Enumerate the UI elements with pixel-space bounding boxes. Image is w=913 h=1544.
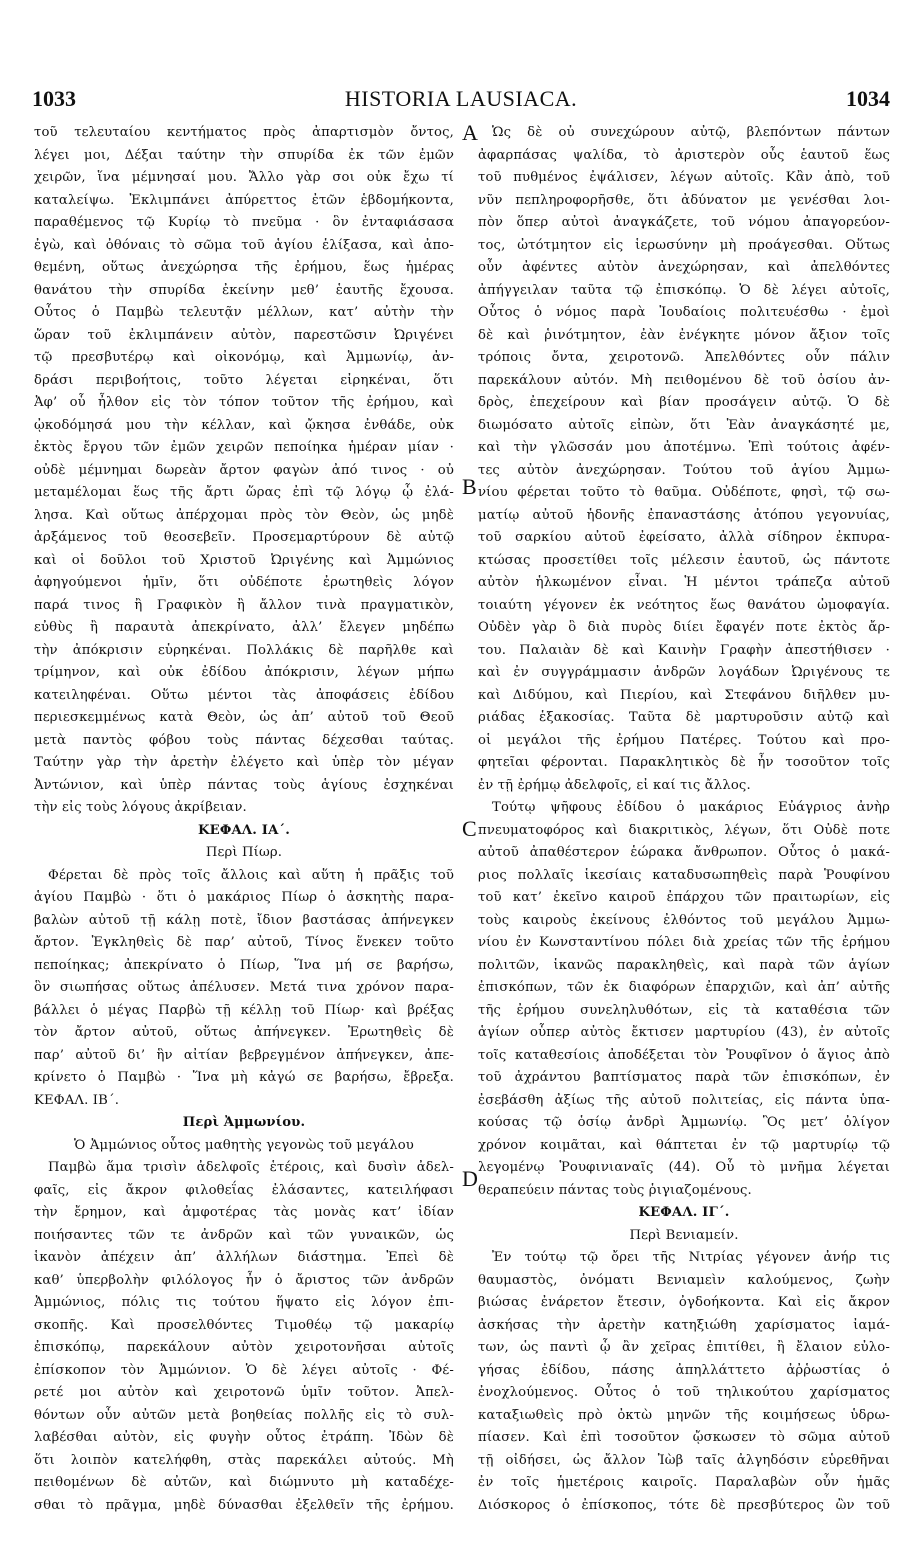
text-line: ἐπισκόπῳ, παρεκάλουν αὐτὸν χειροτονῆσαι αὐτοῖς (34, 1340, 454, 1355)
text-line: τοιαύτη γέγονεν ἐκ νεότητος ἕως θανάτου ὠμοφαγία. (478, 597, 890, 613)
text-line: κούσας τῷ ὁσίῳ ἀνδρὶ Ἀμμωνίῳ. Ὃς μετ’ ὀλίγον (478, 1115, 890, 1130)
text-line: μεταμέλομαι ἕως τῆς ἄρτι ὥρας ἐπὶ τῷ λόγῳ ᾧ ἐλά- (34, 485, 454, 500)
text-line: θανάτου τὴν σπυρίδα ἐκείνην μεθ’ ἑαυτῆς ἔχουσα. (34, 282, 454, 298)
text-line: πνευματοφόρος καὶ διακριτικὸς, λέγων, ὅτι Οὐδὲ ποτε (478, 822, 890, 838)
text-line: ρετέ μοι αὐτὸν καὶ χειροτονῶ ὑμῖν τοῦτον. Ἀπελ- (34, 1385, 454, 1400)
text-line: πίασεν. Καὶ ἐπὶ τοσοῦτον ᾤσκωσεν τὸ σῶμα αὐτοῦ (478, 1430, 890, 1445)
text-line: ἀφαρπάσας ψαλίδα, τὸ ἀριστερὸν οὖς ἑαυτοῦ ἕως (478, 147, 890, 163)
text-line: ἐσεβάσθη ἀξίως τῆς αὐτοῦ πολιτείας, εἰς πάντα ὑπα- (478, 1092, 890, 1108)
text-line: τὸν ἄρτον αὐτοῦ, οὕτως ἀπήνεγκεν. Ἐρωτηθεὶς δὲ (34, 1025, 454, 1040)
text-line: τοῦ τελευταίου κεντήματος πρὸς ἀπαρτισμὸν ὄντος, (34, 125, 454, 140)
text-line: πειθομένων δὲ αὐτῶν, καὶ διώμνυτο μὴ καταδέχε- (34, 1475, 454, 1490)
text-line: ἐν τοῖς ἡμετέροις καιροῖς. Παραλαβὼν οὖν ἡμᾶς (478, 1475, 890, 1490)
text-line: ριάδας ἑξακοσίας. Ταῦτα δὲ μαρτυροῦσιν αὐτῷ καὶ (478, 710, 890, 725)
text-line: οὖν ἀφέντες αὐτὸν ἀνεχώρησαν, καὶ ἀπελθόντες (478, 260, 890, 275)
text-line: τῇ οἰδήσει, ὡς ἄλλον Ἰὼβ ταῖς ἀλγηδόσιν εὑρεθῆναι (478, 1452, 890, 1468)
text-line: του. Παλαιὰν δὲ καὶ Καινὴν Γραφὴν ἀπεστήθισεν · (478, 642, 890, 658)
text-line: καὶ οἱ δοῦλοι τοῦ Χριστοῦ Ὠριγένης καὶ Ἀμμώνιος (34, 552, 454, 568)
text-line: τὴν ἀπόκρισιν εὑρηκέναι. Πολλάκις δὲ παρῆλθε καὶ (34, 642, 454, 658)
text-line: φαῖς, εἰς ἄκρον φιλοθεΐας ἐλάσαντες, κατειλήφασι (34, 1182, 454, 1198)
text-line: Φέρεται δὲ πρὸς τοῖς ἄλλοις καὶ αὕτη ἡ πρᾶξις τοῦ (48, 867, 454, 883)
text-line: νῦν πεπληροφορῆσθε, ὅτι ἀδύνατον με γενέσθαι λοι- (478, 192, 890, 208)
text-line: λεγομένῳ Ῥουφινιαναῖς (44). Οὗ τὸ μνῆμα λέγεται (478, 1160, 890, 1175)
text-line: τρίμηνον, καὶ οὐκ ἐδίδου ἀπόκρισιν, λέγων μήπω (34, 665, 454, 680)
text-line: αὐτοῦ ἀπαθέστερον ἑώρακα ἄνθρωπον. Οὗτος ὁ μακά- (478, 845, 890, 860)
margin-marker-d: D (462, 1166, 478, 1191)
text-line: χρόνον κοιμᾶται, καὶ θάπτεται ἐν τῷ μαρτυρίῳ τῷ (478, 1137, 890, 1153)
text-line: ἱκανὸν ἀπέχειν ἀπ’ ἀλλήλων διάστημα. Ἐπεὶ δὲ (34, 1250, 454, 1265)
text-line: ποιήσαντες τῶν τε ἀνδρῶν καὶ τῶν γυναικῶν, ὡς (34, 1227, 454, 1243)
text-line: τῷ πρεσβυτέρῳ καὶ οἰκονόμῳ, καὶ Ἀμμωνίῳ, ἀν- (34, 350, 454, 365)
text-line: καθ’ ὑπερβολὴν φιλόλογος ἦν ὁ ἄριστος τῶν ἀνδρῶν (34, 1272, 454, 1288)
text-line: βιώσας ἐνάρετον ἔτεσιν, ὀγδοήκοντα. Καὶ εἰς ἄκρον (478, 1295, 890, 1310)
text-line: βάλλει ὁ μέγας Παρβὼ τῇ κέλλῃ τοῦ Πίωρ· καὶ βρέξας (34, 1002, 454, 1018)
chapter-heading: ΚΕΦΑΛ. ΙΑ΄. (198, 822, 290, 838)
text-line: ἐπισκόπων, τῶν ἐκ διαφόρων ἐπαρχιῶν, καὶ ἀπ’ αὐτῆς (478, 980, 890, 995)
text-line: ᾠκοδόμησά μου τὴν κέλλαν, καὶ ᾤκησα ἐνθάδε, οὐκ (34, 417, 454, 433)
text-line: θόντων οὖν αὐτῶν μετὰ βοηθείας πολλῆς εἰς τὸ συλ- (34, 1407, 454, 1423)
text-line: τοῦ σαρκίου αὐτοῦ ἐφείσατο, ἀλλὰ σίδηρον ἐκπυρα- (478, 530, 890, 545)
text-line: ἁγίων οὗπερ αὐτὸς ἔκτισεν μαρτυρίου (43), ἐν αὐτοῖς (478, 1025, 890, 1040)
text-line: Οὗτος ὁ νόμος παρὰ Ἰουδαίοις πολιτευέσθω · ἐμοὶ (478, 305, 890, 320)
text-line: Οὐδὲν γὰρ ὃ διὰ πυρὸς διίει ἔφαγέν ποτε ἐκτὸς ἄρ- (478, 620, 890, 635)
margin-marker-b: B (462, 474, 477, 499)
text-line: θεραπεύειν πάντας τοὺς ῥιγιαζομένους. (478, 1182, 752, 1198)
text-line: κτώσας προσετίθει τοῖς μέλεσιν ἑαυτοῦ, ὡς πάντοτε (478, 552, 890, 568)
text-line: νίου φέρεται τοῦτο τὸ θαῦμα. Οὐδέποτε, φησὶ, τῷ σω- (478, 485, 890, 500)
page-header (32, 86, 890, 116)
text-line: ἀφηγούμενοι ἡμῖν, ὅτι οὐδέποτε ἐρωτηθεὶς λόγον (34, 575, 454, 590)
text-line: χειρῶν, ἵνα μέμνησαί μου. Ἄλλο γὰρ σοι οὐκ ἔχω τί (34, 170, 454, 185)
page-number-left: 1033 (32, 86, 76, 111)
text-line: δὲ καὶ ῥινότμητον, ἐὰν ἐνέγκητε μόνον ἄξιον τοῖς (478, 327, 890, 343)
chapter-subtitle: Ὁ Ἀμμώνιος οὗτος μαθητὴς γεγονὼς τοῦ μεγάλου (74, 1137, 414, 1153)
text-line: οὐδὲ μέμνημαι δωρεὰν ἄρτον φαγὼν ἀπό τινος · οὐ (34, 462, 454, 478)
text-line: ἀσκήσας τὴν ἀρετὴν κατηξιώθη χαρίσματος ἰαμά- (478, 1317, 890, 1333)
text-line: γήσας ἐδίδου, πάσης ἀπηλλάττετο ἀῤῥωστίας ὁ (478, 1362, 890, 1378)
text-line: τῆς ἐρήμου συνεληλυθότων, εἰς τὰ καταθέσια τῶν (478, 1002, 890, 1018)
chapter-subtitle: Περὶ Βενιαμείν. (629, 1227, 739, 1243)
text-line: λέγει μοι, Δέξαι ταύτην τὴν σπυρίδα ἐκ τῶν ἐμῶν (34, 147, 454, 163)
text-line: κρίνετο ὁ Παμβὼ · Ἵνα μὴ κἀγώ σε βαρήσω, ἔβρεξα. (34, 1070, 454, 1085)
text-line: τρόποις ὄντα, χειροτονῶ. Ἀπελθόντες οὖν πάλιν (478, 350, 890, 365)
text-line: τὴν ἔρημον, καὶ ἀμφοτέρας τὰς μονὰς κατ’ ἰδίαν (34, 1205, 454, 1220)
text-line: Τούτῳ ψῆφους ἐδίδου ὁ μακάριος Εὐάγριος ἀνὴρ (492, 800, 890, 815)
text-line: καὶ ἐν συγγράμμασιν ἀνδρῶν λογάδων Ὠριγένους τε (478, 665, 890, 680)
text-line: τοῦ ἀχράντου βαπτίσματος παρὰ τῶν ἐπισκόπων, ἐν (478, 1070, 890, 1085)
text-line: βαλὼν αὐτοῦ τῇ κάλῃ ποτὲ, ἴδιον βαστάσας ἀπήνεγκεν (34, 912, 454, 928)
text-line: Ἀντώνιον, καὶ ὑπὲρ πάντας τοὺς ἁγίους ἐσχηκέναι (34, 777, 454, 793)
text-line: σκοπῆς. Καὶ προσελθόντες Τιμοθέῳ τῷ μακαρίῳ (34, 1317, 454, 1333)
text-line: μετὰ παντὸς φόβου τοὺς πάντας δέχεσθαι ταύτας. (34, 732, 454, 748)
text-line: ὃν σιωπήσας οὕτως ἀπέλυσεν. Μετά τινα χρόνον παρα- (34, 980, 454, 995)
text-line: ὅτι λοιπὸν κατελήφθη, στὰς παρεκάλει αὐτούς. Μὴ (34, 1452, 454, 1468)
text-line: παρ’ αὐτοῦ δι’ ἣν αἰτίαν βεβρεγμένον ἀπήνεγκεν, ἀπε- (34, 1047, 454, 1063)
text-line: καὶ τὴν γλῶσσάν μου ἀποτέμνω. Ἐπὶ τούτοις ἀφέν- (478, 440, 890, 455)
text-line: λαβέσθαι αὐτὸν, εἰς φυγὴν οὗτος ἐτράπη. Ἰδὼν δὲ (34, 1430, 454, 1445)
text-line: Ἀμμώνιος, πόλις τις τούτου ἥψατο εἰς λόγον ἐπι- (34, 1295, 454, 1310)
text-line: τὴν εἰς τοὺς λόγους ἀκρίβειαν. (34, 800, 247, 815)
text-line: εὐθὺς ἢ παραυτὰ ἀπεκρίνατο, ἀλλ’ ἔλεγεν μηδέπω (34, 620, 454, 635)
page-number-right: 1034 (846, 86, 890, 111)
text-line: περιεσκεμμένως κατὰ Θεὸν, ὡς ἀπ’ αὐτοῦ τοῦ Θεοῦ (34, 710, 454, 725)
text-line: Διόσκορος ὁ ἐπίσκοπος, τότε δὲ πρεσβύτερος ὢν τοῦ (478, 1497, 890, 1513)
text-line: θαυμαστὸς, ὀνόματι Βενιαμεὶν καλούμενος, ζωὴν (478, 1272, 890, 1288)
left-text-column (34, 122, 454, 1517)
text-line: πεποίηκας; ἀπεκρίνατο ὁ Πίωρ, Ἵνα μή σε βαρήσω, (34, 957, 454, 973)
text-line: παραθέμενος τῷ Κυρίῳ τὸ πνεῦμα · ὃν ἐνταφιάσασα (34, 215, 454, 230)
text-line: ματίῳ αὐτοῦ ἡδονῆς ἐπαναστάσης ἀτόπου γεγονυίας, (478, 507, 890, 523)
text-line: δράσι περιβοήτοις, τοῦτο λέγεται εἰρηκέναι, ὅτι (34, 372, 454, 388)
text-line: Ταύτην γὰρ τὴν ἀρετὴν ἐλέγετο καὶ ὑπὲρ τὸν μέγαν (34, 755, 454, 770)
text-line: ἐκτὸς ἔργου τῶν ἐμῶν χειρῶν πεποίηκα ἡμέραν μίαν · (34, 440, 454, 455)
text-line: τες αὐτὸν ἀνεχώρησαν. Τούτου τοῦ ἁγίου Ἀμμω- (478, 462, 890, 478)
chapter-subtitle: Περὶ Πίωρ. (205, 845, 283, 860)
text-line: ἀπήγγειλαν ταῦτα τῷ ἐπισκόπῳ. Ὁ δὲ λέγει αὐτοῖς, (478, 282, 890, 298)
text-line: πὸν ὅπερ αὐτοὶ ἀναγκάζετε, τοῦ νόμου ἀπαγορεύον- (478, 215, 890, 230)
text-line: ἀρξάμενος τοῦ θεοσεβεῖν. Προσεμαρτύρουν δὲ αὐτῷ (34, 530, 454, 545)
text-line: τοῦ κατ’ ἐκεῖνο καιροῦ ἐπάρχου τῶν πραιτωρίων, εἰς (478, 890, 890, 905)
text-line: πολιτῶν, ἱκανῶς παρακληθεὶς, καὶ παρὰ τῶν ἁγίων (478, 957, 890, 973)
text-line: φητεῖαι φέρονται. Παρακλητικὸς δὲ ἦν τοσοῦτον τοῖς (478, 755, 890, 770)
text-line: τος, ὠτότμητον εἰς ἱερωσύνην μὴ προάγεσθαι. Οὕτως (478, 237, 890, 253)
text-line: ἐπίσκοπον τὸν Ἀμμώνιον. Ὁ δὲ λέγει αὐτοῖς · Φέ- (34, 1362, 454, 1378)
text-line: τοῦ πυθμένος ἐψάλισεν, λέγων αὐτοῖς. Κἂν ἀπὸ, τοῦ (478, 170, 890, 185)
text-line: κατειληφέναι. Οὕτω μέντοι τὰς ἀποφάσεις ἐδίδου (34, 687, 454, 703)
text-line: λησα. Καὶ οὕτως ἀπέρχομαι πρὸς τὸν Θεὸν, ὡς μηδὲ (34, 507, 454, 523)
text-line: Οὗτος ὁ Παμβὼ τελευτᾷν μέλλων, κατ’ αὐτὴν τὴν (34, 305, 454, 320)
text-line: θεμένη, οὕτως ἀνεχώρησα τῆς ἐρήμου, ἕως ἡμέρας (34, 260, 454, 275)
text-line: διωμόσατο αὐτοῖς εἰπὼν, ὅτι Ἐὰν ἀναγκάσητέ με, (478, 417, 890, 433)
right-text-column (478, 122, 890, 1517)
text-line: παρά τινος ἢ Γραφικὸν ἢ ἄλλον τινὰ πραγματικὸν, (34, 597, 454, 613)
text-line: Ἐν τούτῳ τῷ ὄρει τῆς Νιτρίας γέγονεν ἀνήρ τις (492, 1250, 890, 1265)
text-line: των, ὡς παντὶ ᾧ ἂν χεῖρας ἐπιτίθει, ἢ ἔλαιον εὐλο- (478, 1340, 890, 1355)
text-line: τοὺς καιροὺς ἐκείνους ἐλθόντος τοῦ μεγάλου Ἀμμω- (478, 912, 890, 928)
text-line: ριος πολλαῖς ἱκεσίαις καταδυσωπηθεὶς παρὰ Ῥουφίνου (478, 867, 890, 883)
text-line: ἐν τῇ ἐρήμῳ ἀδελφοῖς, εἰ καί τις ἄλλος. (478, 777, 751, 793)
text-line: σθαι τὸ πρᾶγμα, μηδὲ δύνασθαι ἐξελθεῖν τῆς ἐρήμου. (34, 1497, 454, 1513)
text-line: αὐτὸν ἡλκωμένον εἶναι. Ἡ μέντοι τράπεζα αὐτοῦ (478, 575, 890, 590)
text-line: ἁγίου Παμβὼ · ὅτι ὁ μακάριος Πίωρ ὁ ἀσκητὴς παρα- (34, 890, 454, 905)
text-line: δρὸς, ἐπεχείρουν καὶ βίαν προσάγειν αὐτῷ. Ὁ δὲ (478, 395, 890, 410)
chapter-heading: Περὶ Ἀμμωνίου. (182, 1115, 306, 1130)
text-line: τοῖς καταθεσίοις ἀποδέξεται τὸν Ῥουφῖνον ὁ ἅγιος ἀπὸ (478, 1047, 890, 1063)
text-line: καταξιωθεὶς πρὸ ὀκτὼ μηνῶν τῆς κοιμήσεως ὑδρω- (478, 1407, 890, 1423)
running-title: HISTORIA LAUSIACA. (344, 86, 578, 111)
text-line: παρεκάλουν αὐτόν. Μὴ πειθομένου δὲ τοῦ ὁσίου ἀν- (478, 372, 890, 388)
text-line: καὶ Διδύμου, καὶ Πιερίου, καὶ Στεφάνου διῆλθεν μυ- (478, 687, 890, 703)
text-line: ὥραν τοῦ ἐκλιμπάνειν αὐτὸν, παρεστῶσιν Ὠριγένει (34, 327, 454, 343)
chapter-heading: ΚΕΦΑΛ. ΙΓ΄. (638, 1205, 730, 1220)
text-line: ἄρτον. Ἐγκληθεὶς δὲ παρ’ αὐτοῦ, Τίνος ἕνεκεν τοῦτο (34, 935, 454, 950)
text-line: ἐνοχλούμενος. Οὗτος ὁ τοῦ τηλικούτου χαρίσματος (478, 1385, 890, 1400)
margin-marker-a: A (462, 120, 478, 145)
text-line: Παμβὼ ἅμα τρισὶν ἀδελφοῖς ἑτέροις, καὶ δυσὶν ἀδελ- (48, 1160, 454, 1175)
text-line: ΚΕΦΑΛ. ΙΒ΄. (34, 1092, 120, 1108)
text-line: οἱ μεγάλοι τῆς ἐρήμου Πατέρες. Τούτου καὶ προ- (478, 732, 890, 748)
margin-marker-c: C (462, 816, 477, 841)
text-line: καταλείψω. Ἐκλιμπάνει ἀπύρεττος ἐτῶν ἑβδομήκοντα, (34, 192, 454, 208)
text-line: Ἀφ’ οὗ ἦλθον εἰς τὸν τόπον τοῦτον τῆς ἐρήμου, καὶ (34, 395, 454, 410)
text-line: νίου ἐν Κωνσταντίνου πόλει διὰ χρείας τῶν τῆς ἐρήμου (478, 935, 890, 950)
text-line: ἐγὼ, καὶ ὀθόναις τὸ σῶμα τοῦ ἁγίου ἑλίξασα, καὶ ἀπο- (34, 237, 454, 253)
text-line: Ὡς δὲ οὐ συνεχώρουν αὐτῷ, βλεπόντων πάντων (492, 125, 890, 140)
